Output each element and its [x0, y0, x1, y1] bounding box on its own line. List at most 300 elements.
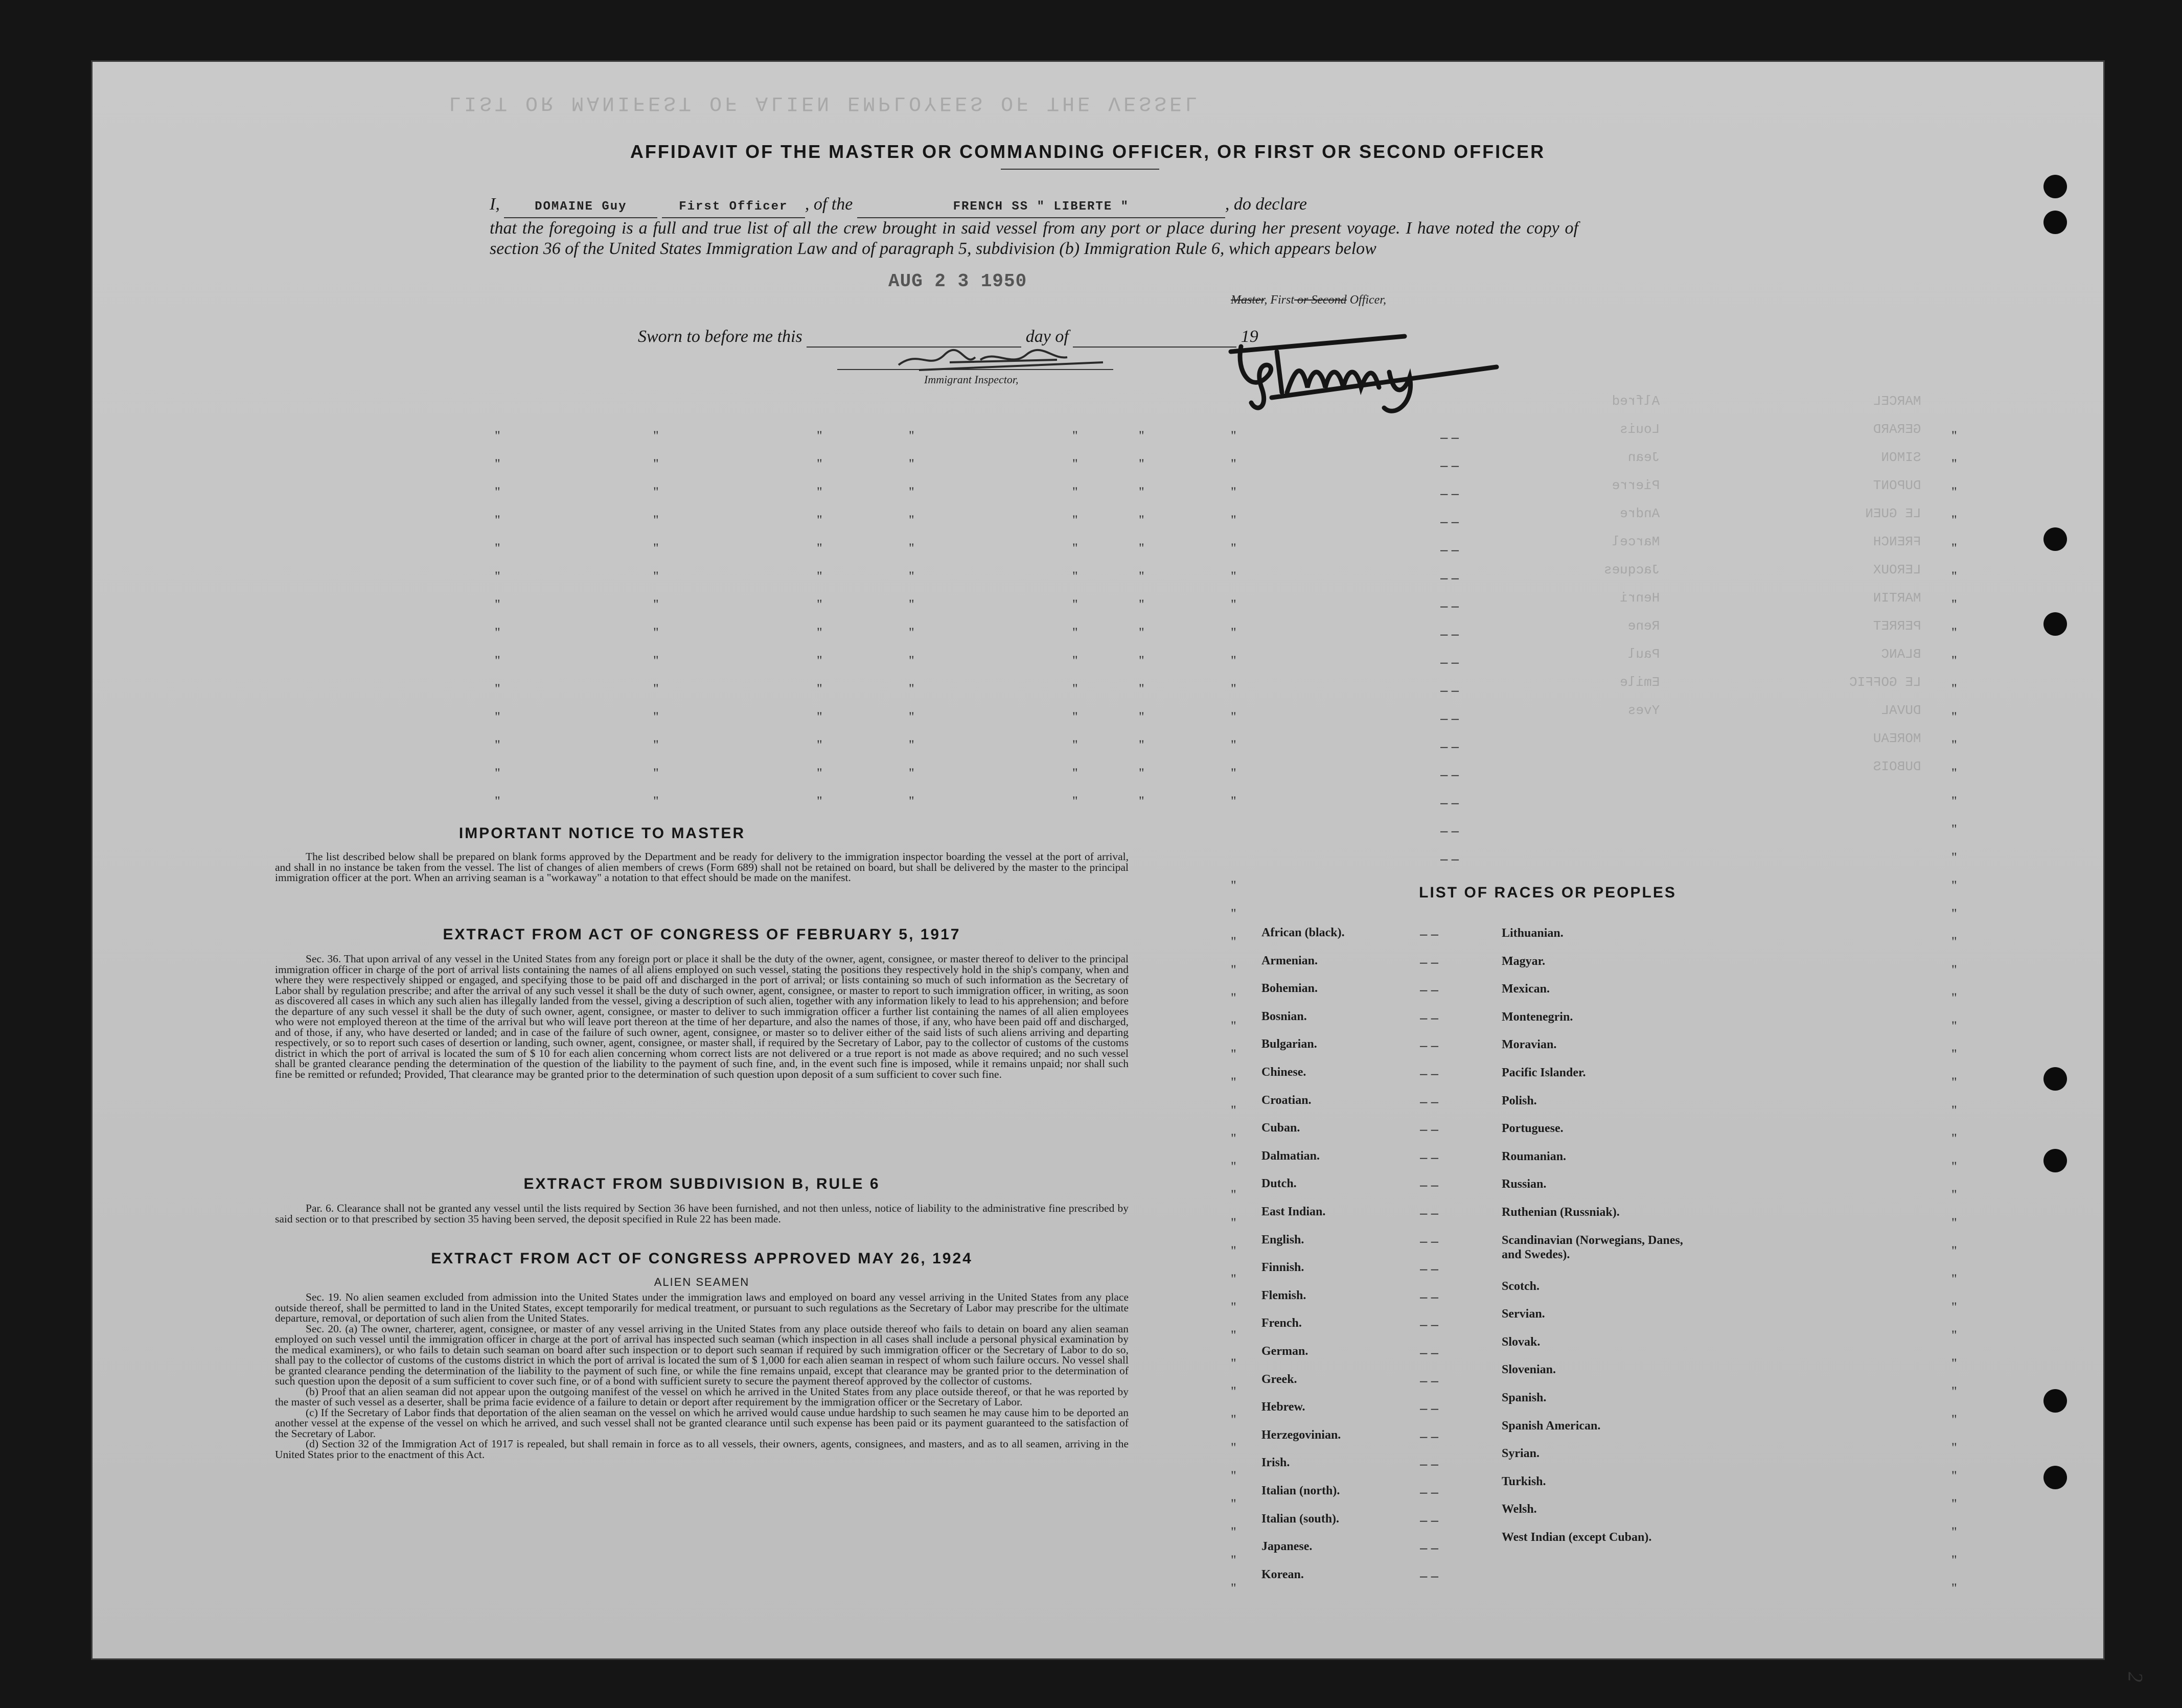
race-item: Polish.: [1502, 1094, 1537, 1107]
ditto-mark: ": [653, 597, 659, 612]
race-item: Ruthenian (Russniak).: [1502, 1206, 1620, 1219]
race-dash: – –: [1420, 1456, 1439, 1472]
ditto-mark: ": [1139, 513, 1144, 527]
ditto-mark: ": [1139, 681, 1144, 696]
ditto-mark: ": [1951, 484, 1957, 499]
ditto-mark: ": [1139, 709, 1144, 724]
ditto-mark: ": [1951, 653, 1957, 668]
ditto-mark: ": [653, 428, 659, 443]
punch-hole: [2043, 527, 2067, 551]
ditto-mark: ": [495, 456, 500, 471]
ditto-mark: ": [653, 569, 659, 584]
race-item: German.: [1261, 1345, 1308, 1358]
punch-hole: [2043, 1149, 2067, 1172]
act1924-p1: Sec. 19. No alien seamen excluded from admission into the United States under the immigration laws and employed on board any vessel arriving in the United States from any place outside thereof, shall be permitted to land in the United States, except temporarily for medical treatment, or pursuant to such regulations as the Secretary of Labor may prescribe for the ultimate departure, removal, or deportation of such alien from the United States.: [275, 1291, 1129, 1324]
ditto-mark: ": [1231, 1131, 1236, 1146]
ditto-mark: ": [1139, 428, 1144, 443]
ditto-mark: ": [1951, 906, 1957, 921]
ditto-mark: ": [1231, 1187, 1236, 1202]
ditto-mark: ": [909, 737, 914, 752]
ditto-mark: ": [909, 428, 914, 443]
declare-text: , do declare: [1225, 195, 1307, 214]
ditto-mark: ": [1951, 1159, 1957, 1174]
officer-title-line: [1231, 293, 1386, 307]
declaration-text: that the foregoing is a full and true list of all the crew brought in said vessel from any port or place during her present voyage. I have noted the copy of section 36 of the United States Immigration Law and of paragraph 5, subdivision (b) Immigration Rule 6, which appears below: [490, 219, 1578, 258]
ditto-mark: ": [1072, 428, 1078, 443]
dash-mark: – –: [1440, 795, 1459, 810]
ditto-mark: ": [1951, 1525, 1957, 1539]
ditto-mark: ": [653, 456, 659, 471]
ditto-mark: ": [1072, 653, 1078, 668]
notice-title: IMPORTANT NOTICE TO MASTER: [458, 825, 746, 842]
ditto-mark: ": [1231, 1075, 1236, 1090]
punch-hole: [2043, 612, 2067, 636]
ditto-mark: ": [1951, 541, 1957, 556]
ditto-mark: ": [495, 597, 500, 612]
race-item: Irish.: [1261, 1456, 1290, 1470]
ditto-mark: ": [495, 709, 500, 724]
race-dash: – –: [1420, 1372, 1439, 1388]
ditto-mark: ": [1231, 794, 1236, 809]
race-dash: – –: [1420, 1037, 1439, 1053]
race-dash: – –: [1420, 1009, 1439, 1025]
race-item: Slovenian.: [1502, 1363, 1556, 1377]
race-item: Portuguese.: [1502, 1122, 1564, 1136]
race-item: Armenian.: [1261, 954, 1318, 967]
ditto-mark: ": [1231, 1159, 1236, 1174]
race-dash: – –: [1420, 1428, 1439, 1444]
struck-second: or Second: [1294, 293, 1347, 307]
dash-mark: – –: [1440, 429, 1459, 445]
dash-mark: – –: [1440, 598, 1459, 613]
ditto-mark: ": [1951, 794, 1957, 809]
race-dash: – –: [1420, 1400, 1439, 1416]
inspector-signature: [888, 339, 1113, 380]
rule6-title: EXTRACT FROM SUBDIVISION B, RULE 6: [523, 1175, 880, 1192]
ditto-mark: ": [817, 681, 822, 696]
punch-hole: [2043, 1067, 2067, 1091]
ditto-mark: ": [1951, 1215, 1957, 1230]
ditto-mark: ": [1072, 569, 1078, 584]
race-item: Finnish.: [1261, 1261, 1304, 1275]
intro-i: I,: [490, 195, 500, 214]
ditto-mark: ": [909, 794, 914, 809]
ditto-mark: ": [1231, 1412, 1236, 1427]
ditto-mark: ": [909, 456, 914, 471]
ditto-mark: ": [1951, 1440, 1957, 1455]
race-item: Welsh.: [1502, 1503, 1537, 1516]
race-item: Lithuanian.: [1502, 927, 1564, 940]
race-item: African (black).: [1261, 926, 1345, 939]
ditto-mark: ": [1951, 597, 1957, 612]
ditto-mark: ": [1951, 1243, 1957, 1258]
of-the-text: , of the: [805, 195, 853, 214]
race-item: Magyar.: [1502, 954, 1546, 968]
officer-signature: [1221, 316, 1507, 418]
act1917-title: EXTRACT FROM ACT OF CONGRESS OF FEBRUARY 5, 1917: [443, 926, 961, 943]
ditto-mark: ": [1951, 934, 1957, 949]
ditto-mark: ": [1951, 1047, 1957, 1061]
ditto-mark: ": [1072, 597, 1078, 612]
ditto-mark: ": [1072, 766, 1078, 780]
ditto-mark: ": [909, 541, 914, 556]
ditto-mark: ": [1951, 709, 1957, 724]
dash-mark: – –: [1440, 738, 1459, 754]
dash-mark: – –: [1440, 710, 1459, 726]
title-first: , First: [1264, 293, 1295, 307]
ditto-mark: ": [653, 541, 659, 556]
ditto-mark: ": [495, 484, 500, 499]
ditto-mark: ": [1951, 456, 1957, 471]
ditto-mark: ": [1951, 1187, 1957, 1202]
ditto-mark: ": [1231, 1272, 1236, 1286]
ditto-mark: ": [1951, 1496, 1957, 1511]
race-item: Korean.: [1261, 1567, 1304, 1581]
act1924-p2: Sec. 20. (a) The owner, charterer, agent, consignee, or master of any vessel arriving in the United States from any place outside thereof who fails to detain on board any alien seaman employed on such vessel until the immigration officer in charge at the port of arrival has inspected such seaman (which inspection in all cases shall include a personal physical examination by the medical examiners), or who fails to detain such seaman on board after such inspection or to deport such seaman if required by such immigration officer or the Secretary of Labor to do so, shall pay to the collector of customs of the customs district in which the port of arrival is located the sum of $ 1,000 for each alien seaman in respect of whom such failure occurs. No vessel shall be granted clearance pending the determination of the liability to the payment of such fine, or while the fine remains unpaid, except that clearance may be granted prior to the determination of such question upon the deposit of a sum sufficient to cover such fine, or of a bond with sufficient surety to secure the payment thereof approved by the collector of customs.: [275, 1322, 1129, 1387]
ditto-mark: ": [1231, 1300, 1236, 1314]
race-dash: – –: [1420, 1288, 1439, 1304]
race-item: Syrian.: [1502, 1447, 1540, 1461]
ditto-mark: ": [1951, 1356, 1957, 1371]
race-dash: – –: [1420, 982, 1439, 998]
date-stamp: AUG 2 3 1950: [888, 271, 1027, 292]
ditto-mark: ": [1139, 653, 1144, 668]
race-dash: – –: [1420, 1121, 1439, 1137]
officer-rank: First Officer: [679, 200, 788, 214]
ditto-mark: ": [1072, 456, 1078, 471]
ditto-mark: ": [653, 484, 659, 499]
race-item: Scandinavian (Norwegians, Danes, and Swedes).: [1502, 1233, 1683, 1261]
ditto-mark: ": [909, 625, 914, 640]
inspector-label: Immigrant Inspector,: [924, 373, 1019, 386]
ditto-mark: ": [1231, 541, 1236, 556]
race-dash: – –: [1420, 1317, 1439, 1332]
ditto-mark: ": [1951, 569, 1957, 584]
title-officer: Officer,: [1346, 293, 1387, 307]
race-item: Croatian.: [1261, 1093, 1312, 1107]
ditto-mark: ": [1231, 1019, 1236, 1033]
race-dash: – –: [1420, 1567, 1439, 1583]
race-item: Flemish.: [1261, 1288, 1306, 1302]
race-item: Moravian.: [1502, 1038, 1557, 1052]
ditto-mark: ": [909, 484, 914, 499]
ditto-mark: ": [1139, 541, 1144, 556]
dash-mark: – –: [1440, 682, 1459, 698]
ditto-mark: ": [1951, 625, 1957, 640]
act1924-title: EXTRACT FROM ACT OF CONGRESS APPROVED MAY 26, 1924: [431, 1250, 973, 1267]
race-dash: – –: [1420, 1233, 1439, 1249]
ditto-mark: ": [1231, 1215, 1236, 1230]
ditto-mark: ": [1951, 1103, 1957, 1118]
act1924-subtitle: ALIEN SEAMEN: [654, 1276, 750, 1288]
notice-text: The list described below shall be prepared on blank forms approved by the Department and be ready for delivery to the immigration inspector boarding the vessel at the port of arrival, and shall in no instance be taken from the vessel. The list of changes of alien members of crews (Form 689) shall not be retained on board, but shall be delivered by the master to the principal immigration officer at the port. When an arriving seaman is a "workaway" a notation to that effect should be made on the manifest.: [275, 850, 1129, 884]
ditto-mark: ": [1951, 1412, 1957, 1427]
declaration-block: [490, 194, 1578, 259]
ditto-mark: ": [495, 681, 500, 696]
ditto-mark: ": [909, 653, 914, 668]
races-title: LIST OF RACES OR PEOPLES: [1419, 884, 1676, 901]
ditto-mark: ": [1231, 962, 1236, 977]
sworn-prefix: Sworn to before me this: [638, 327, 802, 346]
act1917-text: Sec. 36. That upon arrival of any vessel in the United States from any foreign port or place it shall be the duty of the owner, agent, consignee, or master thereof to deliver to the principal immigration officer in charge of the port of arrival lists containing the names of all aliens employed on such vessel, stating the positions they respectively hold in the ship's company, when and where they were respectively shipped or engaged, and specifying those to be paid off and discharged in the port of arrival; or lists containing so much of such information as the Secretary of Labor shall by regulation prescribe; and after the arrival of any such vessel it shall be the duty of such owner, agent, consignee, or master to report to such immigration officer, in writing, as soon as discovered all cases in which any such alien has illegally landed from the vessel, giving a description of such alien, together with any information likely to lead to his apprehension; and before the departure of any such vessel it shall be the duty of such owner, agent, consignee, or master to deliver to such immigration officer a further list containing the names of all alien employees who were not employed thereon at the time of the arrival but who will leave port thereon at the time of her departure, and also the names of those, if any, who have been paid off and discharged, and of those, if any, who have deserted or landed; and in case of the failure of such owner, agent, consignee, or master so to deliver either of the said lists of such aliens arriving and departing respectively, or so to report such cases of desertion or landing, such owner, agent, consignee, or master shall, if required by the Secretary of Labor, pay to the collector of customs of the customs district in which the port of arrival is located the sum of $ 10 for each alien concerning whom correct lists are not delivered or a true report is not made as above required; and no such vessel shall be granted clearance pending the determination of the question of the liability to the payment of such fine, and, in the event such fine is imposed, while it remains unpaid; nor shall such fine be remitted or refunded; Provided, That clearance may be granted prior to the determination of such question upon deposit of a sum sufficient to cover such fine.: [275, 953, 1129, 1080]
ditto-mark: ": [1951, 737, 1957, 752]
ditto-mark: ": [909, 709, 914, 724]
ditto-mark: ": [1231, 625, 1236, 640]
race-item: Italian (south).: [1261, 1512, 1340, 1526]
race-item: West Indian (except Cuban).: [1502, 1531, 1652, 1544]
vessel-field: [857, 194, 1225, 218]
ditto-mark: ": [1231, 456, 1236, 471]
race-item: Turkish.: [1502, 1474, 1546, 1488]
ditto-mark: ": [1231, 1384, 1236, 1399]
ditto-mark: ": [817, 794, 822, 809]
race-item: Herzegovinian.: [1261, 1428, 1341, 1442]
page-mark: 2: [2124, 1672, 2147, 1682]
officer-name: DOMAINE Guy: [535, 200, 627, 214]
dash-mark: – –: [1440, 542, 1459, 557]
race-dash: – –: [1420, 954, 1439, 970]
affidavit-title: AFFIDAVIT OF THE MASTER OR COMMANDING OFFICER, OR FIRST OR SECOND OFFICER: [630, 141, 1546, 162]
dash-mark: – –: [1440, 626, 1459, 641]
dash-mark: – –: [1440, 514, 1459, 529]
bleed-through-column: Alfred Louis Jean Pierre Andre Marcel Jacques Henri Rene Paul Emile Yves: [1604, 394, 1660, 718]
ditto-mark: ": [909, 513, 914, 527]
ditto-mark: ": [1139, 569, 1144, 584]
ditto-mark: ": [817, 569, 822, 584]
race-item: Pacific Islander.: [1502, 1066, 1586, 1079]
punch-hole: [2043, 175, 2067, 198]
ditto-mark: ": [1231, 569, 1236, 584]
ditto-mark: ": [1231, 428, 1236, 443]
ditto-mark: ": [1951, 878, 1957, 893]
ditto-mark: ": [817, 513, 822, 527]
ditto-mark: ": [1231, 597, 1236, 612]
title-rule: [1001, 169, 1159, 170]
ditto-mark: ": [1951, 850, 1957, 865]
ditto-mark: ": [909, 766, 914, 780]
ditto-mark: ": [1139, 597, 1144, 612]
ditto-mark: ": [1231, 1525, 1236, 1539]
ditto-mark: ": [1231, 878, 1236, 893]
race-item: English.: [1261, 1233, 1304, 1247]
race-item: Dutch.: [1261, 1177, 1297, 1191]
ditto-mark: ": [1231, 484, 1236, 499]
ditto-mark: ": [1231, 513, 1236, 527]
ditto-mark: ": [1139, 484, 1144, 499]
ditto-mark: ": [1139, 625, 1144, 640]
ditto-mark: ": [1951, 1384, 1957, 1399]
race-dash: – –: [1420, 1093, 1439, 1109]
race-item: Russian.: [1502, 1178, 1547, 1191]
ditto-mark: ": [1231, 737, 1236, 752]
ditto-mark: ": [1951, 1300, 1957, 1314]
ditto-mark: ": [1951, 822, 1957, 837]
ditto-mark: ": [817, 737, 822, 752]
race-dash: – –: [1420, 1066, 1439, 1081]
ditto-mark: ": [1951, 766, 1957, 780]
struck-master: Master: [1231, 293, 1265, 307]
race-item: Japanese.: [1261, 1540, 1313, 1554]
dash-mark: – –: [1440, 486, 1459, 501]
ditto-mark: ": [1139, 737, 1144, 752]
race-item: Roumanian.: [1502, 1149, 1567, 1163]
punch-hole: [2043, 1466, 2067, 1489]
ditto-mark: ": [495, 428, 500, 443]
race-item: Hebrew.: [1261, 1400, 1305, 1414]
race-item: Mexican.: [1502, 982, 1550, 996]
ditto-mark: ": [909, 597, 914, 612]
race-item: Chinese.: [1261, 1066, 1306, 1079]
act1924-p4: (c) If the Secretary of Labor finds that deportation of the alien seaman on the vessel on which he arrived would cause undue hardship to such seamen he may cause him to be deported an another vessel at the expense of the vessel on which he arrived, and such vessel shall not be granted clearance until such expense has been paid or its payment guaranteed to the satisfaction of the Secretary of Labor.: [275, 1406, 1129, 1440]
ditto-mark: ": [1951, 1553, 1957, 1567]
bleed-through-column: MARCEL GERARD SIMON DUPONT LE GUEN FRENCH LEROUX MARTIN PERRET BLANC LE GOFFIC DUVAL MOREAU DUBOIS: [1849, 394, 1921, 774]
ditto-mark: ": [1951, 1272, 1957, 1286]
ditto-mark: ": [653, 794, 659, 809]
ditto-mark: ": [1231, 1468, 1236, 1483]
ditto-mark: ": [653, 653, 659, 668]
ditto-mark: ": [1072, 513, 1078, 527]
ditto-mark: ": [1231, 1047, 1236, 1061]
dash-mark: – –: [1440, 457, 1459, 473]
race-item: Dalmatian.: [1261, 1149, 1320, 1163]
rule6-text: Par. 6. Clearance shall not be granted any vessel until the lists required by Section 36 have been furnished, and not then unless, notice of liability to the administrative fine prescribed by said section or to that prescribed by section 35 having been served, the deposit specified in Rule 22 has been made.: [275, 1202, 1129, 1225]
sworn-day-label: day of: [1025, 327, 1069, 346]
ditto-mark: ": [1231, 990, 1236, 1005]
ditto-mark: ": [653, 625, 659, 640]
ditto-mark: ": [1231, 906, 1236, 921]
ditto-mark: ": [817, 456, 822, 471]
race-item: French.: [1261, 1317, 1302, 1330]
ditto-mark: ": [653, 709, 659, 724]
race-dash: – –: [1420, 1540, 1439, 1556]
ditto-mark: ": [1951, 1328, 1957, 1343]
race-item: Bulgarian.: [1261, 1037, 1317, 1051]
dash-mark: – –: [1440, 654, 1459, 670]
ditto-mark: ": [1951, 990, 1957, 1005]
ditto-mark: ": [495, 625, 500, 640]
ditto-mark: ": [817, 428, 822, 443]
ditto-mark: ": [1951, 1131, 1957, 1146]
ditto-mark: ": [1951, 681, 1957, 696]
race-dash: – –: [1420, 1484, 1439, 1499]
ditto-mark: ": [1231, 653, 1236, 668]
race-dash: – –: [1420, 1512, 1439, 1528]
ditto-mark: ": [1951, 1468, 1957, 1483]
ditto-mark: ": [1951, 962, 1957, 977]
act1924-p3: (b) Proof that an alien seaman did not appear upon the outgoing manifest of the vessel on which he arrived in the United States from any place outside thereof, or that he was reported by the master of such vessel as a deserter, shall be prima facie evidence of a failure to detain or deport after requirement by the immigration officer or the Secretary of Labor.: [275, 1385, 1129, 1408]
ditto-mark: ": [653, 766, 659, 780]
race-dash: – –: [1420, 1149, 1439, 1165]
ditto-mark: ": [1072, 541, 1078, 556]
race-item: Greek.: [1261, 1372, 1297, 1386]
race-dash: – –: [1420, 1261, 1439, 1277]
ditto-mark: ": [495, 653, 500, 668]
manifest-page: [91, 60, 2147, 1682]
ditto-mark: ": [1231, 681, 1236, 696]
race-dash: – –: [1420, 1177, 1439, 1193]
dash-mark: – –: [1440, 767, 1459, 782]
ditto-mark: ": [1231, 709, 1236, 724]
ditto-mark: ": [1072, 625, 1078, 640]
ditto-mark: ": [1231, 1243, 1236, 1258]
race-item: Spanish American.: [1502, 1419, 1601, 1433]
ditto-mark: ": [495, 513, 500, 527]
ditto-mark: ": [1231, 934, 1236, 949]
ditto-mark: ": [495, 541, 500, 556]
ditto-mark: ": [1231, 1553, 1236, 1567]
act1924-body: [275, 1292, 1129, 1460]
officer-name-field: [504, 194, 657, 218]
ditto-mark: ": [817, 484, 822, 499]
ditto-mark: ": [1072, 794, 1078, 809]
ditto-mark: ": [817, 766, 822, 780]
race-dash: – –: [1420, 1205, 1439, 1220]
ditto-mark: ": [495, 569, 500, 584]
ditto-mark: ": [909, 569, 914, 584]
race-item: Spanish.: [1502, 1391, 1547, 1404]
ditto-mark: ": [495, 766, 500, 780]
act1924-p5: (d) Section 32 of the Immigration Act of 1917 is repealed, but shall remain in force as to all vessels, their owners, agents, consignees, and masters, and as to all seamen, arriving in the United States prior to the enactment of this Act.: [275, 1438, 1129, 1461]
punch-hole: [2043, 1389, 2067, 1413]
race-item: Bosnian.: [1261, 1009, 1307, 1023]
ditto-mark: ": [909, 681, 914, 696]
race-dash: – –: [1420, 1345, 1439, 1360]
ditto-mark: ": [817, 709, 822, 724]
race-item: East Indian.: [1261, 1205, 1326, 1218]
ditto-mark: ": [653, 681, 659, 696]
race-dash: – –: [1420, 926, 1439, 941]
ditto-mark: ": [1072, 737, 1078, 752]
race-item: Servian.: [1502, 1307, 1545, 1321]
ditto-mark: ": [1951, 1581, 1957, 1596]
punch-hole: [2043, 211, 2067, 234]
ditto-mark: ": [1231, 766, 1236, 780]
ditto-mark: ": [1139, 456, 1144, 471]
race-item: Bohemian.: [1261, 982, 1318, 996]
ditto-mark: ": [495, 737, 500, 752]
ditto-mark: ": [817, 541, 822, 556]
ditto-mark: ": [653, 513, 659, 527]
ditto-mark: ": [1139, 766, 1144, 780]
ditto-mark: ": [1951, 1019, 1957, 1033]
race-item: Scotch.: [1502, 1279, 1540, 1293]
ditto-mark: ": [817, 597, 822, 612]
bleed-through-heading: LIST OR MANIFEST OF ALIEN EMPLOYEES OF THE VESSEL: [449, 91, 1201, 114]
ditto-mark: ": [1231, 1356, 1236, 1371]
ditto-mark: ": [1139, 794, 1144, 809]
ditto-mark: ": [1231, 1328, 1236, 1343]
ditto-mark: ": [1951, 513, 1957, 527]
dash-mark: – –: [1440, 823, 1459, 838]
race-item: Montenegrin.: [1502, 1010, 1573, 1024]
sworn-year-label: 19: [1241, 327, 1258, 346]
ditto-mark: ": [1072, 709, 1078, 724]
ditto-mark: ": [1231, 1496, 1236, 1511]
ditto-mark: ": [1231, 1581, 1236, 1596]
ditto-mark: ": [495, 794, 500, 809]
ditto-mark: ": [1231, 1103, 1236, 1118]
ditto-mark: ": [1072, 484, 1078, 499]
dash-mark: – –: [1440, 570, 1459, 585]
vessel-name: FRENCH SS " LIBERTE ": [953, 200, 1130, 214]
race-item: Slovak.: [1502, 1335, 1541, 1349]
race-item: Cuban.: [1261, 1121, 1300, 1135]
ditto-mark: ": [1951, 1075, 1957, 1090]
race-item: Italian (north).: [1261, 1484, 1340, 1497]
ditto-mark: ": [817, 653, 822, 668]
ditto-mark: ": [1072, 681, 1078, 696]
ditto-mark: ": [653, 737, 659, 752]
